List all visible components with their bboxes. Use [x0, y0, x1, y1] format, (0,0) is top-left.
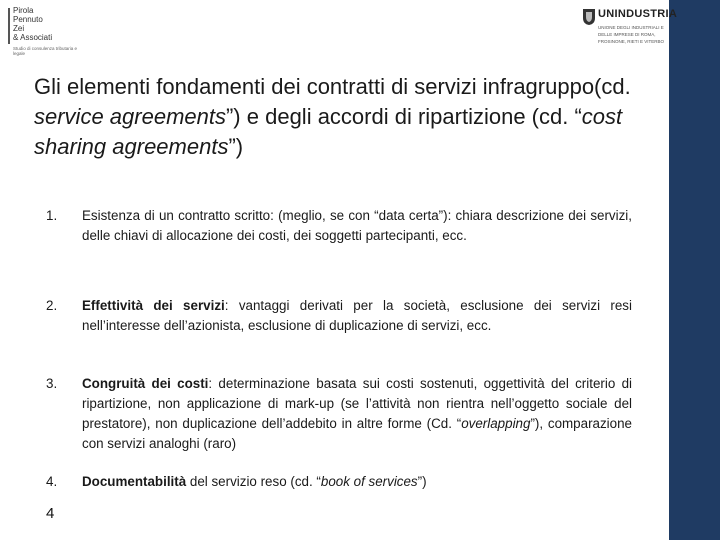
- item-body-end: ”), comparazione con servizi analoghi (raro): [82, 416, 632, 451]
- item-text: [82, 206, 632, 246]
- list-item: [46, 296, 632, 374]
- item-text: [82, 374, 632, 454]
- firm-logo: [8, 6, 88, 66]
- unindustria-subtitle: UNIONE DEGLI INDUSTRIALI E DELLE IMPRESE DI ROMA, FROSINONE, RIETI E VITERBO: [598, 25, 665, 44]
- list-item: [46, 206, 632, 296]
- unindustria-name: UNINDUSTRIA: [598, 8, 678, 20]
- item-text: [82, 472, 632, 492]
- item-lead: Congruità dei costi: [82, 376, 209, 391]
- list-item: [46, 374, 632, 472]
- item-body: : (meglio, se con “data certa”): chiara descrizione dei servizi, delle chiavi di allocazione dei costi, dei soggetti partecipanti, ecc.: [82, 208, 632, 243]
- list-item: [46, 472, 632, 494]
- item-lead: Effettività dei servizi: [82, 298, 225, 313]
- item-body: del servizio reso (cd. “: [186, 474, 321, 489]
- numbered-list: [46, 206, 632, 494]
- item-text: [82, 296, 632, 336]
- item-body: : vantaggi derivati per la società, esclusione dei servizi resi nell’interesse dell’azionista, esclusione di duplicazione di servizi, ecc.: [82, 298, 632, 333]
- title-part-4: cost sharing agreements: [34, 104, 623, 159]
- item-number: 4.: [46, 474, 58, 489]
- item-number: 2.: [46, 298, 58, 313]
- item-number: 1.: [46, 208, 58, 223]
- item-body-italic: book of services: [320, 474, 418, 489]
- item-lead: Documentabilità: [82, 474, 187, 489]
- emblem-icon: [582, 8, 596, 26]
- firm-tagline: Studio di consulenza tributaria e legale: [13, 46, 78, 56]
- title-part-2: service agreements: [34, 104, 226, 129]
- firm-name: Pirola Pennuto Zei & Associati: [13, 6, 53, 42]
- item-body-italic: overlapping: [461, 416, 531, 431]
- title-part-3: ”) e degli accordi di ripartizione (cd. “: [225, 104, 582, 129]
- item-number: 3.: [46, 376, 58, 391]
- item-body: : determinazione basata sui costi sostenuti, oggettività del criterio di ripartizione, non applicazione di mark-up (se l’attività non rientra nell’oggetto sociale del prestatore), non duplicazione dell’addebito in altre forme (Cd. “: [82, 376, 632, 431]
- item-body-end: ”): [417, 474, 427, 489]
- unindustria-logo: [582, 6, 678, 46]
- title-part-5: ”): [228, 134, 244, 159]
- slide-title: [34, 72, 654, 162]
- item-lead: Esistenza di un contratto scritto: [82, 208, 271, 223]
- logo-rule: [8, 8, 10, 44]
- title-part-1: Gli elementi fondamenti dei contratti di servizi infragruppo(cd.: [34, 74, 631, 99]
- side-bar: [669, 0, 720, 540]
- page-number: 4: [46, 505, 55, 522]
